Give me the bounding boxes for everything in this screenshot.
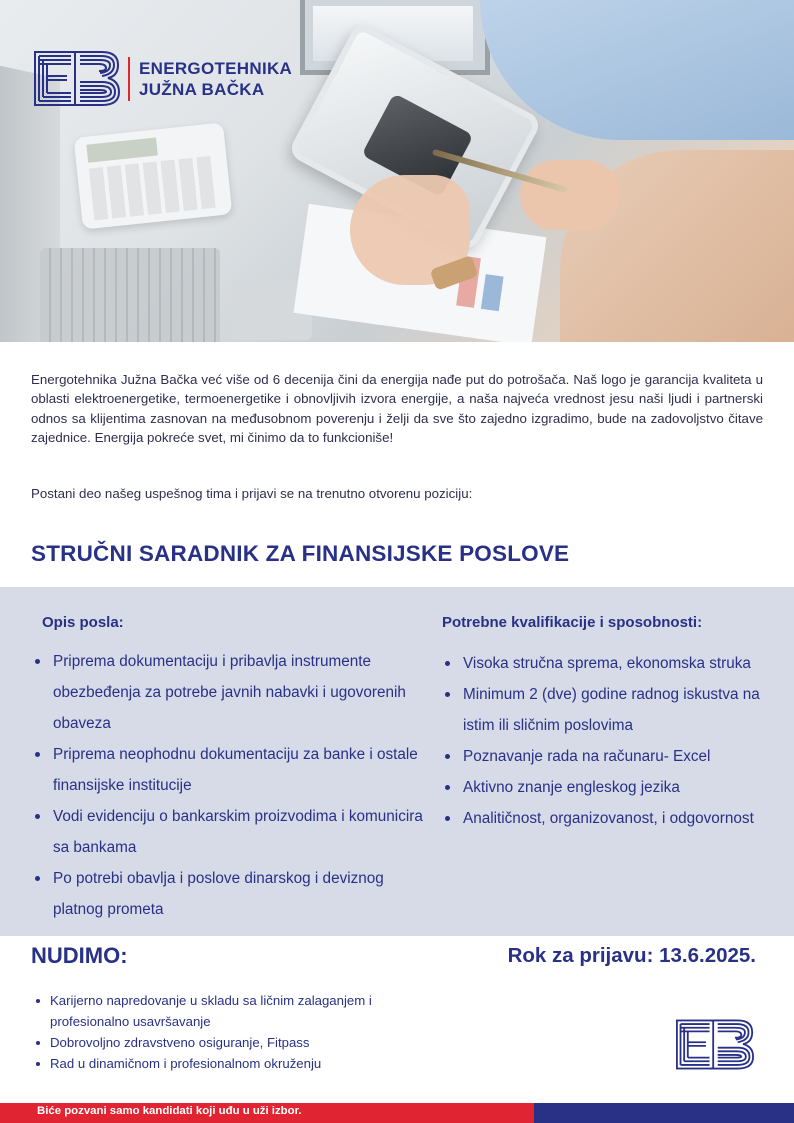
footer-note: Biće pozvani samo kandidati koji uđu u uži izbor.: [37, 1105, 302, 1117]
logo-divider: [128, 57, 130, 101]
company-logo-small: [676, 1019, 754, 1075]
job-description-heading: Opis posla:: [42, 614, 124, 631]
list-item: Vodi evidenciju o bankarskim proizvodima i komunicira sa bankama: [34, 801, 429, 863]
list-item: Priprema neophodnu dokumentaciju za banke i ostale finansijske institucije: [34, 739, 429, 801]
hand-shape: [520, 160, 620, 230]
hero-photo: [0, 0, 794, 342]
call-to-action: Postani deo našeg uspešnog tima i prijavi se na trenutno otvorenu poziciju:: [31, 486, 473, 501]
company-name-line-2: JUŽNA BAČKA: [139, 79, 265, 99]
list-item: Analitičnost, organizovanost, i odgovornost: [444, 803, 784, 834]
eb-logo-icon: [34, 51, 120, 106]
job-description-list: [34, 646, 429, 925]
list-item: Po potrebi obavlja i poslove dinarskog i deviznog platnog prometa: [34, 863, 429, 925]
company-logo: [34, 51, 292, 106]
list-item: Poznavanje rada na računaru- Excel: [444, 741, 784, 772]
list-item: Dobrovoljno zdravstveno osiguranje, Fitpass: [34, 1032, 454, 1053]
offer-heading: NUDIMO:: [31, 943, 128, 968]
offer-list: [34, 990, 454, 1074]
eb-logo-icon: [676, 1019, 754, 1070]
calculator-shape: [74, 122, 233, 229]
qualifications-heading: Potrebne kvalifikacije i sposobnosti:: [442, 614, 703, 631]
qualifications-list: [444, 648, 784, 834]
company-name-line-1: ENERGOTEHNIKA: [139, 58, 293, 78]
list-item: Rad u dinamičnom i profesionalnom okruženju: [34, 1053, 454, 1074]
list-item: Visoka stručna sprema, ekonomska struka: [444, 648, 784, 679]
list-item: Priprema dokumentaciju i pribavlja instrumente obezbeđenja za potrebe javnih nabavki i ugovorenih obaveza: [34, 646, 429, 739]
list-item: Minimum 2 (dve) godine radnog iskustva na istim ili sličnim poslovima: [444, 679, 784, 741]
position-title: STRUČNI SARADNIK ZA FINANSIJSKE POSLOVE: [31, 541, 570, 566]
footer-bar-blue: [534, 1103, 794, 1123]
list-item: Karijerno napredovanje u skladu sa ličnim zalaganjem i profesionalno usavršavanje: [34, 990, 454, 1032]
list-item: Aktivno znanje engleskog jezika: [444, 772, 784, 803]
company-name: [139, 58, 292, 100]
application-deadline: Rok za prijavu: 13.6.2025.: [507, 944, 756, 967]
keyboard-shape: [40, 248, 220, 342]
intro-paragraph: Energotehnika Južna Bačka već više od 6 decenija čini da energija nađe put do potrošača. Naš logo je garancija kvaliteta u oblasti elektroenergetike, termoenergetike i obnovljivih izvora energije, a naša najveća vrednost jesu naši ljudi i partnerski odnos sa klijentima zasnovan na međusobnom poverenju i želji da sve što zajedno izgradimo, bude na zadovoljstvo čitave zajednice. Energija pokreće svet, mi činimo da to funkcioniše!: [31, 372, 763, 446]
